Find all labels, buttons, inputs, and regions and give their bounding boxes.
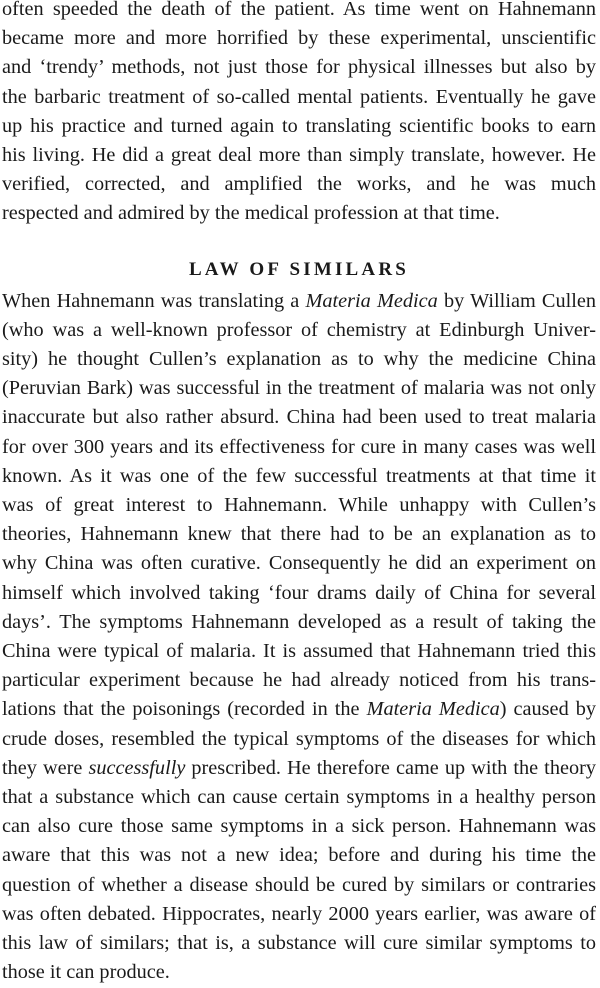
text-line (2, 841, 596, 870)
text-segment: himself which involved taking ‘four drams daily of China for several (2, 581, 596, 604)
text-line (2, 783, 596, 812)
text-segment: crude doses, resembled the typical symptoms of the diseases for which (2, 727, 596, 750)
text-segment: was often debated. Hippocrates, nearly 2000 years earlier, was aware of (2, 902, 596, 925)
text-segment: those it can produce. (2, 961, 170, 984)
italic-text: Materia Medica (366, 698, 500, 721)
text-segment: can also cure those same symptoms in a sick person. Hahnemann was (2, 815, 596, 838)
italic-text: Materia Medica (305, 289, 438, 312)
text-segment: inaccurate but also rather absurd. China had been used to treat malaria (2, 406, 596, 429)
text-line: and ‘trendy’ methods, not just those for physical illnesses but also by (2, 56, 596, 79)
text-line (2, 579, 596, 608)
text-segment: they were (2, 756, 89, 779)
text-line (2, 608, 596, 637)
paragraph-hahnemann-practice (2, 0, 596, 229)
text-line: respected and admired by the medical profession at that time. (2, 202, 500, 225)
text-line: verified, corrected, and amplified the works, and he was much (2, 173, 596, 196)
text-line (2, 433, 596, 462)
text-line: became more and more horrified by these experimental, unscientific (2, 27, 596, 50)
text-segment: lations that the poisonings (recorded in the (2, 698, 367, 721)
text-segment: (who was a well-known professor of chemistry at Edinburgh Univer- (2, 318, 596, 341)
text-segment: was of great interest to Hahnemann. While unhappy with Cullen’s (2, 494, 596, 517)
text-segment: that a substance which can cause certain symptoms in a healthy person (2, 786, 596, 809)
text-segment: this law of similars; that is, a substance will cure similar symptoms to (2, 932, 596, 955)
text-line (2, 812, 596, 841)
text-line (2, 345, 596, 374)
text-line: the barbaric treatment of so-called mental patients. Eventually he gave (2, 85, 596, 108)
text-line: his living. He did a great deal more than simply translate, however. He (2, 144, 596, 167)
text-segment: China were typical of malaria. It is assumed that Hahnemann tried this (2, 640, 596, 663)
text-segment: sity) he thought Cullen’s explanation as to why the medicine China (2, 348, 596, 371)
italic-text: successfully (88, 756, 186, 779)
text-line (2, 491, 596, 520)
text-line (2, 754, 596, 783)
text-segment: for over 300 years and its effectiveness for cure in many cases was well (2, 435, 596, 458)
section-heading: LAW OF SIMILARS (188, 258, 410, 280)
text-segment: days’. The symptoms Hahnemann developed as a result of taking the (2, 610, 596, 633)
text-segment: why China was often curative. Consequently he did an experiment on (2, 552, 596, 575)
book-page (2, 0, 596, 988)
text-line (2, 725, 596, 754)
text-line (2, 958, 596, 987)
text-line (2, 374, 596, 403)
text-line (2, 462, 596, 491)
paragraph-law-of-similars (2, 287, 596, 988)
text-segment: theories, Hahnemann knew that there had to be an explanation as to (2, 523, 596, 546)
text-segment: question of whether a disease should be cured by similars or contraries (2, 873, 596, 896)
text-segment: by William Cullen (437, 289, 596, 312)
text-segment: known. As it was one of the few successful treatments at that time it (2, 464, 596, 487)
text-line (2, 666, 596, 695)
text-line (2, 695, 596, 724)
text-line (2, 287, 596, 316)
text-line (2, 549, 596, 578)
text-segment: (Peruvian Bark) was successful in the treatment of malaria was not only (2, 377, 596, 400)
text-segment: aware that this was not a new idea; before and during his time the (2, 844, 596, 867)
text-line (2, 403, 596, 432)
text-line: up his practice and turned again to translating scientific books to earn (2, 114, 596, 137)
text-line (2, 637, 596, 666)
text-line (2, 520, 596, 549)
text-segment: When Hahnemann was translating a (2, 289, 306, 312)
text-line (2, 900, 596, 929)
text-segment: prescribed. He therefore came up with the theory (185, 756, 596, 779)
text-line (2, 871, 596, 900)
text-segment: ) caused by (499, 698, 596, 721)
text-segment: particular experiment because he had already noticed from his trans- (2, 669, 596, 692)
text-line: often speeded the death of the patient. As time went on Hahnemann (2, 0, 596, 20)
text-line (2, 316, 596, 345)
